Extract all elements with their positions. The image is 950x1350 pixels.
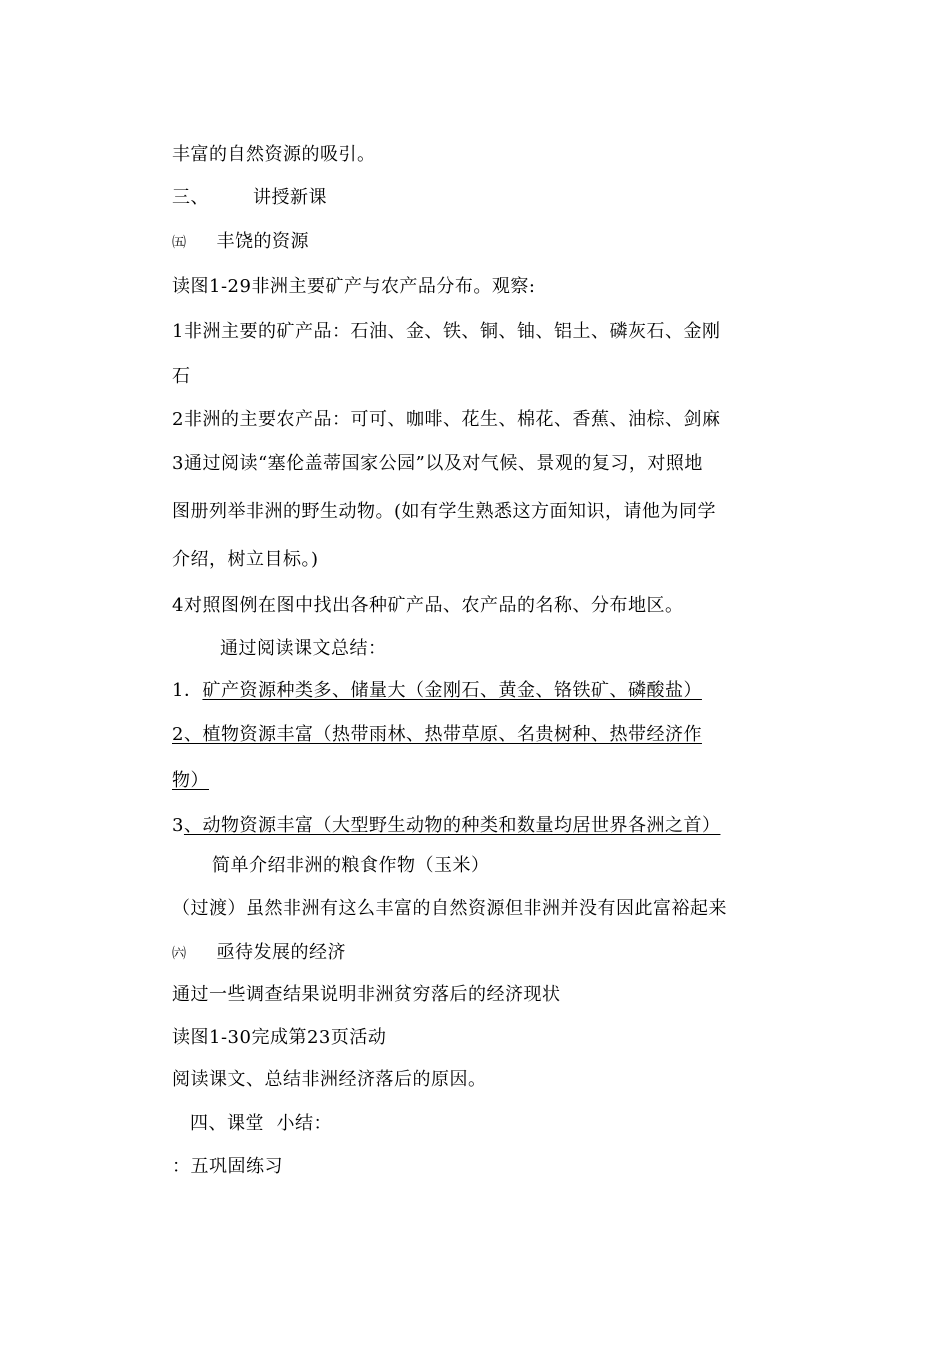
text-line: 读图1-29非洲主要矿产与农产品分布。观察: [172,276,536,297]
text-line: 读图1-30完成第23页活动 [172,1027,387,1048]
subsection-heading [172,230,309,255]
text-line: 2非洲的主要农产品：可可、咖啡、花生、棉花、香蕉、油棕、剑麻 [172,409,721,430]
text-line: 介绍，树立目标。) [172,549,319,570]
text-line: 1非洲主要的矿产品：石油、金、铁、铜、铀、铝土、磷灰石、金刚 [172,321,721,342]
text-line: 丰富的自然资源的吸引。 [172,144,376,165]
text-line: 3通过阅读“塞伦盖蒂国家公园”以及对气候、景观的复习，对照地 [172,453,703,474]
text-line: 简单介绍非洲的粮食作物（玉米） [212,855,490,876]
summary-number: 1． [172,680,203,701]
subsection-title: 亟待发展的经济 [216,942,346,963]
summary-text: 、动物资源丰富（大型野生动物的种类和数量均居世界各洲之首） [183,815,721,836]
subsection-heading [172,941,346,966]
section-title: 讲授新课 [253,187,327,208]
text-line: 通过阅读课文总结： [220,638,387,659]
text-line: （过渡）虽然非洲有这么丰富的自然资源但非洲并没有因此富裕起来 [172,898,727,919]
summary-item-2-continued: 物） [172,770,209,791]
summary-item-2: 2、植物资源丰富（热带雨林、热带草原、名贵树种、热带经济作 [172,724,702,745]
text-line: 石 [172,366,191,387]
summary-text: 矿产资源种类多、储量大（金刚石、黄金、铬铁矿、磷酸盐） [202,680,702,701]
text-line: 4对照图例在图中找出各种矿产品、农产品的名称、分布地区。 [172,595,684,616]
subsection-title: 丰饶的资源 [216,231,309,252]
section-number: 三、 [172,187,209,208]
summary-number: 3 [172,815,184,836]
section-heading [172,186,327,210]
summary-item-3 [172,814,720,838]
text-line: 图册列举非洲的野生动物。(如有学生熟悉这方面知识，请他为同学 [172,501,717,522]
section-heading: 四、课堂 小结： [190,1113,332,1134]
text-line: 阅读课文、总结非洲经济落后的原因。 [172,1069,487,1090]
section-heading: ：五巩固练习 [172,1156,283,1177]
subsection-number: ㈥ [172,946,187,962]
text-line: 通过一些调查结果说明非洲贫穷落后的经济现状 [172,984,561,1005]
summary-item-1 [172,679,702,703]
subsection-number: ㈤ [172,235,187,251]
